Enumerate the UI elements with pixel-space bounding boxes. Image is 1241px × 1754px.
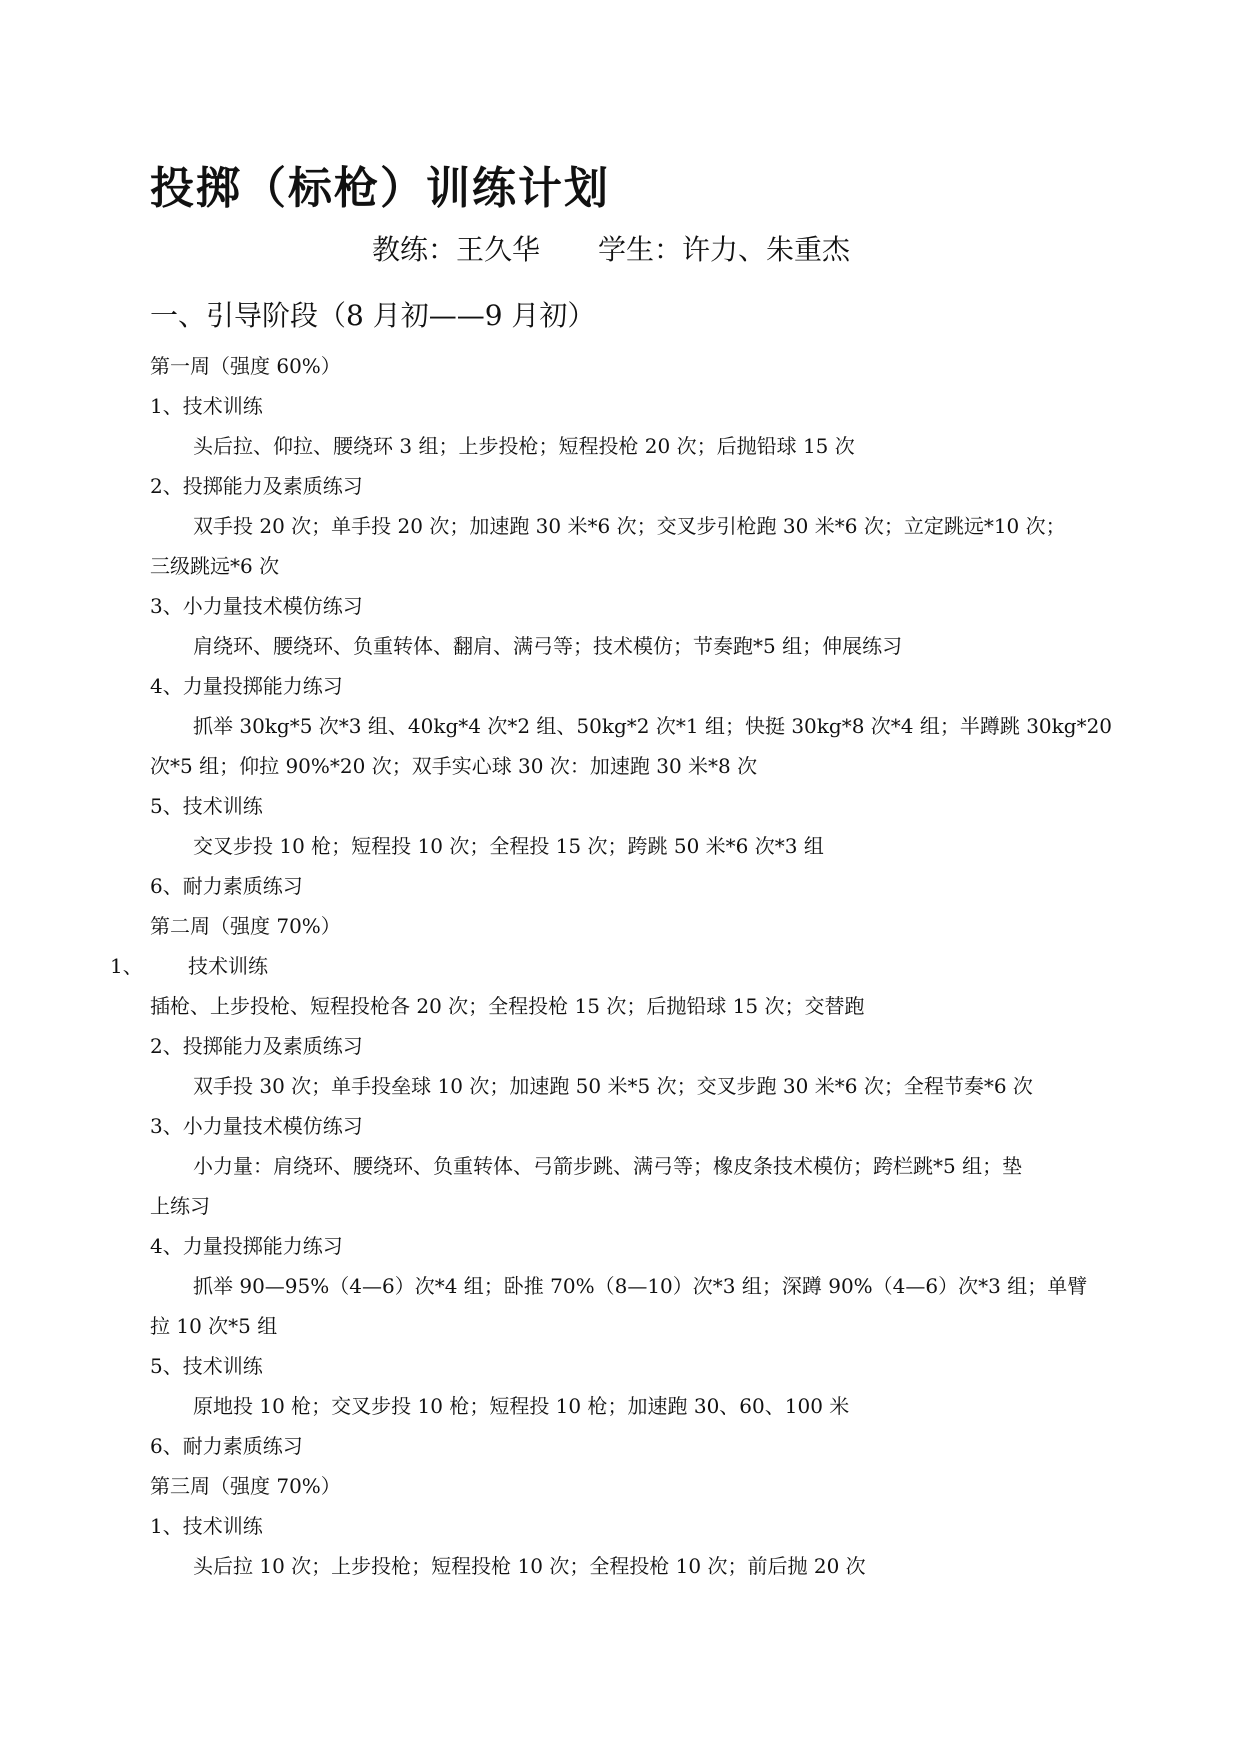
item-text: 原地投 10 枪；交叉步投 10 枪；短程投 10 枪；加速跑 30、60、100 米: [193, 1394, 850, 1418]
item-heading: 1、技术训练: [150, 394, 263, 418]
item-text: 小力量：肩绕环、腰绕环、负重转体、弓箭步跳、满弓等；橡皮条技术模仿；跨栏跳*5 组；垫: [193, 1154, 1023, 1178]
item-text: 双手投 30 次；单手投垒球 10 次；加速跑 50 米*5 次；交叉步跑 30 米*6 次；全程节奏*6 次: [193, 1074, 1033, 1098]
item-text: 头后拉 10 次；上步投枪；短程投枪 10 次；全程投枪 10 次；前后抛 20 次: [193, 1554, 866, 1578]
week-heading: 第二周（强度 70%）: [150, 914, 341, 938]
week-heading: 第一周（强度 60%）: [150, 354, 341, 378]
item-text-continued: 上练习: [150, 1194, 210, 1218]
item-heading: 5、技术训练: [150, 1354, 263, 1378]
item-text: 交叉步投 10 枪；短程投 10 次；全程投 15 次；跨跳 50 米*6 次*3 组: [193, 834, 824, 858]
item-heading: 2、投掷能力及素质练习: [150, 474, 363, 498]
item-heading: 6、耐力素质练习: [150, 1434, 303, 1458]
item-text-continued: 次*5 组；仰拉 90%*20 次；双手实心球 30 次：加速跑 30 米*8 次: [150, 754, 758, 778]
item-heading: [110, 950, 268, 979]
item-heading: 1、技术训练: [150, 1514, 263, 1538]
item-heading-label: 技术训练: [188, 954, 268, 978]
item-number: 1、: [110, 954, 143, 978]
item-text: 插枪、上步投枪、短程投枪各 20 次；全程投枪 15 次；后抛铅球 15 次；交替跑: [150, 994, 865, 1018]
coach-name: 教练：王久华: [372, 233, 541, 266]
item-text: 抓举 90—95%（4—6）次*4 组；卧推 70%（8—10）次*3 组；深蹲 90%（4—6）次*3 组；单臂: [193, 1274, 1088, 1298]
item-text: 头后拉、仰拉、腰绕环 3 组；上步投枪；短程投枪 20 次；后抛铅球 15 次: [193, 434, 855, 458]
item-heading: 4、力量投掷能力练习: [150, 674, 343, 698]
item-heading: 3、小力量技术模仿练习: [150, 1114, 363, 1138]
item-text-continued: 三级跳远*6 次: [150, 554, 280, 578]
week-heading: 第三周（强度 70%）: [150, 1474, 341, 1498]
subtitle: [372, 228, 850, 268]
section-heading: 一、引导阶段（8 月初——9 月初）: [150, 299, 596, 332]
item-text: 双手投 20 次；单手投 20 次；加速跑 30 米*6 次；交叉步引枪跑 30 米*6 次；立定跳远*10 次；: [193, 514, 1066, 538]
item-heading: 3、小力量技术模仿练习: [150, 594, 363, 618]
item-heading: 5、技术训练: [150, 794, 263, 818]
item-text-continued: 拉 10 次*5 组: [150, 1314, 278, 1338]
page-title: 投掷（标枪）训练计划: [150, 163, 610, 214]
item-text: 肩绕环、腰绕环、负重转体、翻肩、满弓等；技术模仿；节奏跑*5 组；伸展练习: [193, 634, 903, 658]
item-heading: 6、耐力素质练习: [150, 874, 303, 898]
student-names: 学生：许力、朱重杰: [598, 233, 851, 266]
item-heading: 2、投掷能力及素质练习: [150, 1034, 363, 1058]
item-heading: 4、力量投掷能力练习: [150, 1234, 343, 1258]
item-text: 抓举 30kg*5 次*3 组、40kg*4 次*2 组、50kg*2 次*1 组；快挺 30kg*8 次*4 组；半蹲跳 30kg*20: [193, 714, 1113, 738]
